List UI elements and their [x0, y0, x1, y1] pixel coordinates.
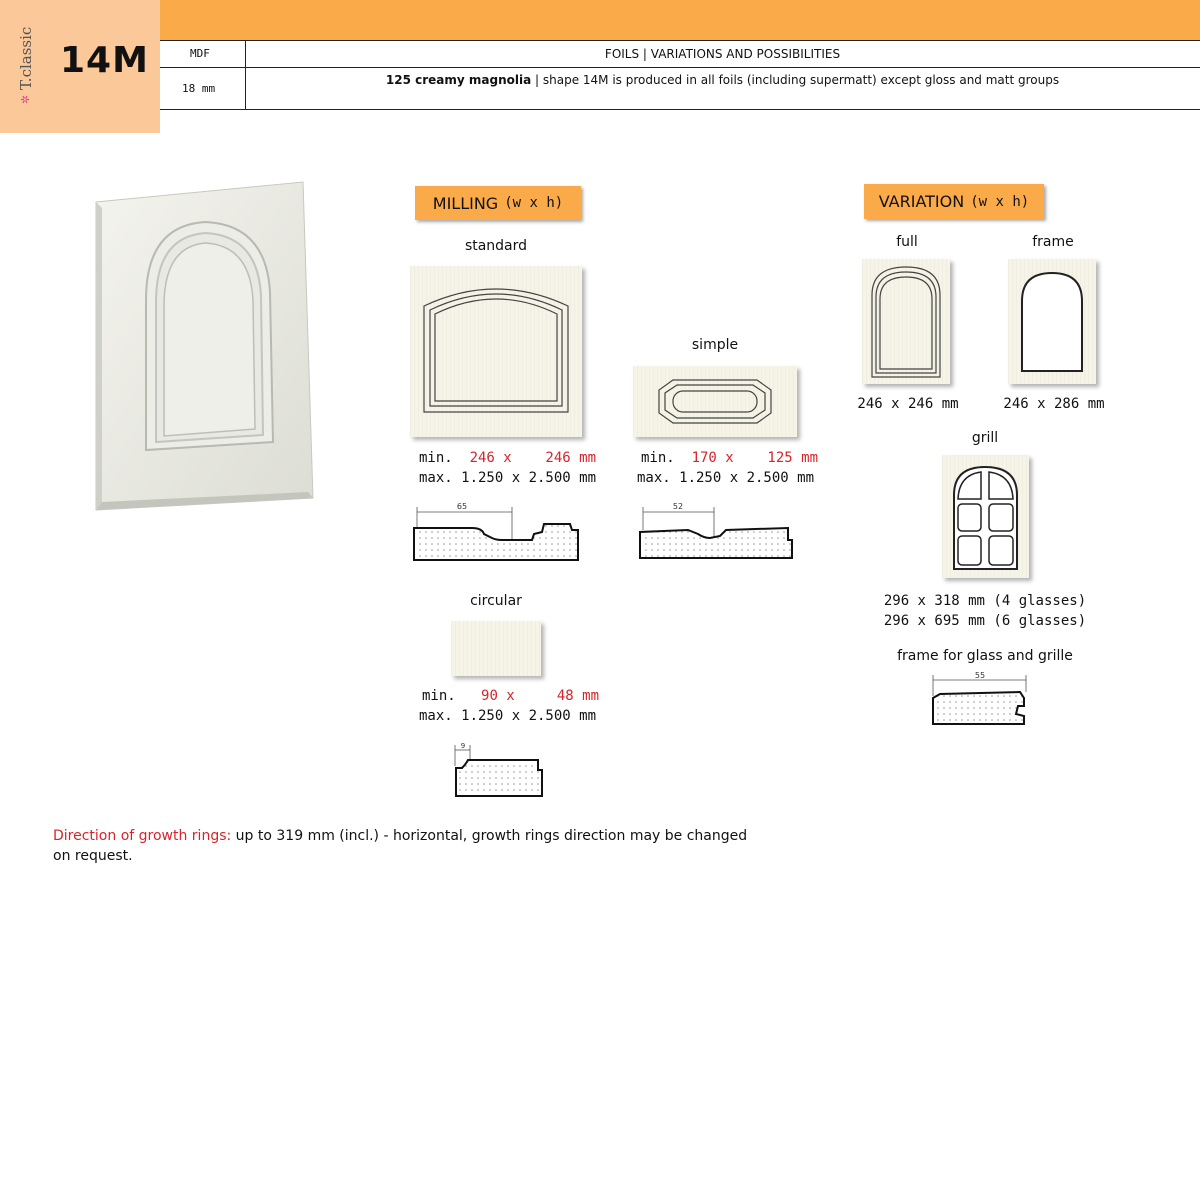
- frame-variation-drawing: [1008, 259, 1096, 384]
- simple-panel: [633, 366, 797, 437]
- standard-milling-drawing: [410, 266, 582, 437]
- grill-variation-drawing: [942, 455, 1029, 578]
- milling-badge: [415, 186, 581, 220]
- standard-label: standard: [464, 238, 528, 254]
- variation-unit: (w x h): [970, 193, 1030, 210]
- grill-panel: [942, 455, 1029, 578]
- grill-size-6: 296 x 695 mm (6 glasses): [883, 613, 1087, 629]
- circular-panel: [451, 621, 541, 676]
- frame-glass-label: frame for glass and grille: [897, 648, 1073, 664]
- frame-glass-profile-dim: 55: [974, 671, 986, 680]
- standard-panel: [410, 266, 582, 437]
- circular-max: max. 1.250 x 2.500 mm: [419, 708, 597, 724]
- standard-min: [419, 450, 596, 466]
- frame-panel: [1008, 259, 1096, 384]
- product-code: 14M: [60, 40, 149, 81]
- frame-size: 246 x 286 mm: [1003, 396, 1105, 412]
- foil-note: | shape 14M is produced in all foils (including supermatt) except gloss and matt groups: [531, 73, 1060, 87]
- material-label: MDF: [190, 47, 210, 60]
- grill-label: grill: [971, 430, 999, 446]
- frame-label: frame: [1032, 234, 1074, 250]
- full-label: full: [896, 234, 918, 250]
- spec-table: [160, 40, 1200, 110]
- simple-min: [641, 450, 818, 466]
- header-bar: [160, 0, 1200, 40]
- foils-description: [245, 73, 1200, 87]
- simple-milling-drawing: [633, 366, 797, 437]
- full-size: 246 x 246 mm: [857, 396, 959, 412]
- circular-label: circular: [470, 593, 522, 609]
- brand-name: T.classic: [17, 26, 35, 90]
- growth-rings-note: [53, 826, 753, 866]
- circular-profile-dim: 9: [460, 742, 466, 750]
- foil-name: 125 creamy magnolia: [385, 73, 532, 87]
- simple-profile-drawing: [638, 500, 798, 562]
- full-variation-drawing: [862, 259, 950, 384]
- circular-min: [422, 688, 599, 704]
- brand-logo: [14, 28, 38, 106]
- milling-unit: (w x h): [504, 195, 564, 211]
- simple-label: simple: [691, 337, 739, 353]
- simple-profile-dim: 52: [672, 502, 684, 511]
- standard-min-value: 246 x 246 mm: [469, 450, 597, 466]
- standard-profile-dim: 65: [456, 502, 468, 511]
- standard-min-label: min.: [419, 450, 453, 466]
- simple-min-label: min.: [641, 450, 675, 466]
- flower-icon: ✲: [19, 93, 33, 106]
- milling-title: MILLING: [432, 193, 499, 213]
- growth-rings-text-2: on request.: [53, 848, 133, 864]
- foils-heading: FOILS | VARIATIONS AND POSSIBILITIES: [604, 47, 841, 61]
- material-thickness: 18 mm: [182, 82, 216, 95]
- variation-title: VARIATION: [878, 192, 965, 211]
- simple-min-value: 170 x 125 mm: [691, 450, 819, 466]
- variation-badge: [864, 184, 1044, 219]
- growth-rings-lead: Direction of growth rings:: [53, 828, 232, 844]
- circular-min-value: 90 x 48 mm: [481, 688, 600, 704]
- growth-rings-text: up to 319 mm (incl.) - horizontal, growth rings direction may be changed: [231, 828, 748, 844]
- frame-glass-profile-drawing: [930, 670, 1034, 728]
- simple-max: max. 1.250 x 2.500 mm: [637, 470, 815, 486]
- grill-size-4: 296 x 318 mm (4 glasses): [883, 593, 1087, 609]
- circular-profile-drawing: [452, 740, 548, 800]
- full-panel: [862, 259, 950, 384]
- standard-max: max. 1.250 x 2.500 mm: [419, 470, 597, 486]
- door-illustration: [88, 180, 318, 515]
- standard-profile-drawing: [412, 500, 584, 562]
- circular-min-label: min.: [422, 688, 456, 704]
